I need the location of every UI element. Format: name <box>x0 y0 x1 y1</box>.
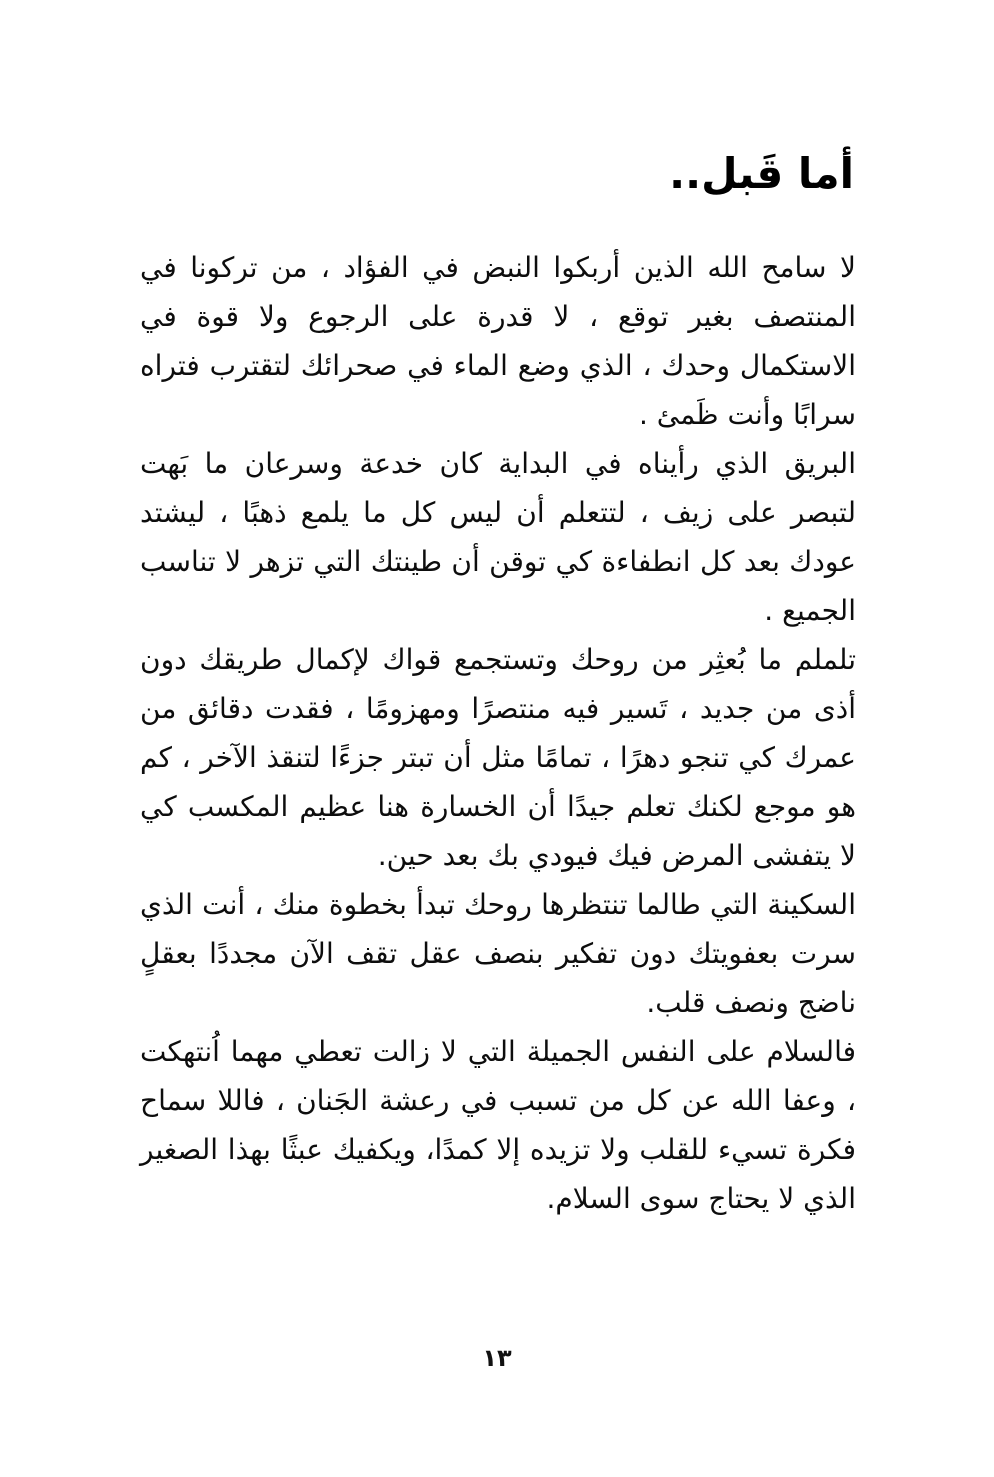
paragraph-4: السكينة التي طالما تنتظرها روحك تبدأ بخطوة منك ، أنت الذي سرت بعفويتك دون تفكير بنصف عقل تقف الآن مجددًا بعقلٍ ناضج ونصف قلب. <box>140 888 856 1019</box>
chapter-title: أما قَبل.. <box>669 149 854 198</box>
body-text <box>140 243 856 1223</box>
paragraph-2: البريق الذي رأيناه في البداية كان خدعة وسرعان ما بَهت لتبصر على زيف ، لتتعلم أن ليس كل ما يلمع ذهبًا ، ليشتد عودك بعد كل انطفاءة كي توقن أن طينتك التي تزهر لا تناسب الجميع . <box>140 447 856 627</box>
paragraph-5: فالسلام على النفس الجميلة التي لا زالت تعطي مهما اُنتهكت ، وعفا الله عن كل من تسبب في رعشة الجَنان ، فاللا سماح فكرة تسيء للقلب ولا تزيده إلا كمدًا، ويكفيك عبثًا بهذا الصغير الذي لا يحتاج سوى السلام. <box>140 1035 856 1215</box>
paragraph-1: لا سامح الله الذين أربكوا النبض في الفؤاد ، من تركونا في المنتصف بغير توقع ، لا قدرة على الرجوع ولا قوة في الاستكمال وحدك ، الذي وضع الماء في صحرائك لتقترب فتراه سرابًا وأنت ظَمئ . <box>140 251 856 431</box>
paragraph-3: تلملم ما بُعثِر من روحك وتستجمع قواك لإكمال طريقك دون أذى من جديد ، تَسير فيه منتصرًا ومهزومًا ، فقدت دقائق من عمرك كي تنجو دهرًا ، تمامًا مثل أن تبتر جزءًا لتنقذ الآخر ، كم هو موجع لكنك تعلم جيدًا أن الخسارة هنا عظيم المكسب كي لا يتفشى المرض فيك فيودي بك بعد حين. <box>140 643 856 872</box>
page-number: ١٣ <box>482 1344 512 1372</box>
